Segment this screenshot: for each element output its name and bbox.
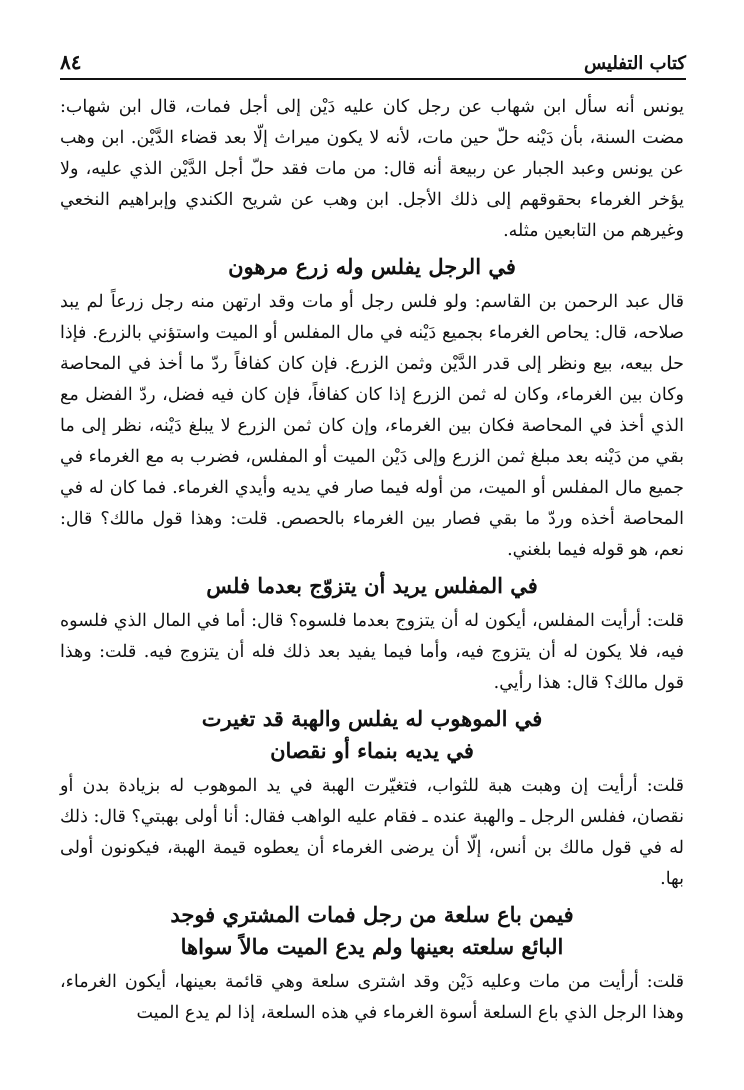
section-paragraph: قلت: أرأيت من مات وعليه دَيْن وقد اشترى سلعة وهي قائمة بعينها، أيكون الغرماء، وهذا الرجل الذي باع السلعة أسوة الغرماء في هذه السلعة، إذا لم يدع الميت [60, 972, 684, 1023]
section-title-line: في المفلس يريد أن يتزوّج بعدما فلس [206, 573, 538, 598]
section-title-line: في الموهوب له يفلس والهبة قد تغيرت [201, 706, 543, 731]
running-title: كتاب التفليس [583, 53, 686, 74]
intro-paragraph: يونس أنه سأل ابن شهاب عن رجل كان عليه دَيْن إلى أجل فمات، قال ابن شهاب: مضت السنة، بأن دَيْنه حلّ حين مات، لأنه لا يكون ميراث إلّا بعد قضاء الدَّيْن. ابن وهب عن يونس وعبد الجبار عن ربيعة أنه قال: من مات فقد حلّ أجل الدَّيْن الذي عليه، ولا يؤخر الغرماء بحقوقهم إلى ذلك الأجل. ابن وهب عن شريح الكندي وإبراهيم النخعي وغيرهم من التابعين مثله. [60, 97, 684, 241]
page-body [60, 92, 684, 1029]
page-header [60, 44, 686, 80]
section-title [60, 251, 684, 283]
section-title-line: فيمن باع سلعة من رجل فمات المشتري فوجد [170, 902, 574, 927]
section-paragraph: قلت: أرأيت المفلس، أيكون له أن يتزوج بعدما فلسوه؟ قال: أما في المال الذي فلسوه فيه، فلا يكون له أن يتزوج فيه، وأما فيما يفيد بعد ذلك فله أن يتزوج فيه. قلت: وهذا قول مالك؟ قال: هذا رأيي. [60, 611, 684, 693]
section-title [60, 899, 684, 963]
section-title-line: في الرجل يفلس وله زرع مرهون [228, 254, 516, 279]
section-title [60, 703, 684, 767]
page-number: ٨٤ [60, 50, 82, 74]
section-title [60, 570, 684, 602]
section-paragraph: قال عبد الرحمن بن القاسم: ولو فلس رجل أو مات وقد ارتهن منه رجل زرعاً لم يبد صلاحه، قال: يحاص الغرماء بجميع دَيْنه في مال المفلس أو الميت واستؤني بالزرع. فإذا حل بيعه، بيع ونظر إلى قدر الدَّيْن وثمن الزرع. فإن كان كفافاً ردّ ما أخذ في المحاصة وكان بين الغرماء، وكان له ثمن الزرع إذا كان كفافاً، فإن كان فيه فضل، ردّ الفضل مع الذي أخذ في المحاصة فكان بين الغرماء، وإن كان ثمن الزرع لا يبلغ دَيْنه، نظر إلى ما بقي من دَيْنه بعد مبلغ ثمن الزرع وإلى دَيْن الميت أو المفلس، فضرب به مع الغرماء في جميع مال المفلس أو الميت، من أوله فيما صار في يديه وأيدي الغرماء. فما كان له في المحاصة أخذه وردّ ما بقي فصار بين الغرماء بالحصص. قلت: وهذا قول مالك؟ قال: نعم، هو قوله فيما بلغني. [60, 292, 684, 560]
section-title-line: في يديه بنماء أو نقصان [270, 738, 474, 763]
section-paragraph: قلت: أرأيت إن وهبت هبة للثواب، فتغيّرت الهبة في يد الموهوب له بزيادة بدن أو نقصان، ففلس الرجل ـ والهبة عنده ـ فقام عليه الواهب فقال: أنا أولى بهبتي؟ قال: ذلك له في قول مالك بن أنس، إلّا أن يرضى الغرماء أن يعطوه قيمة الهبة، فيكونون أولى بها. [60, 776, 684, 889]
section-title-line: البائع سلعته بعينها ولم يدع الميت مالاً سواها [180, 934, 564, 959]
